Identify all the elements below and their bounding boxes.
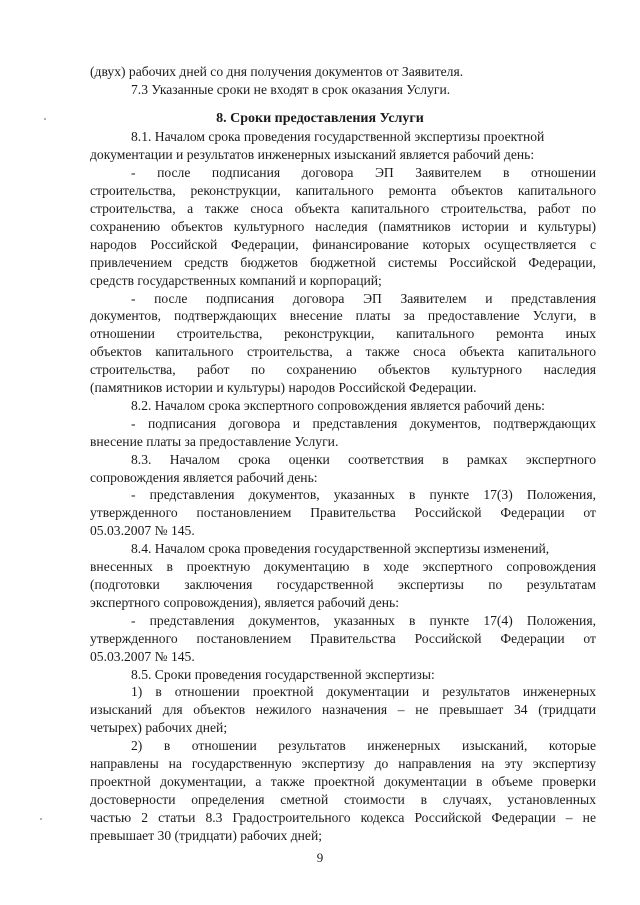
text-line: строительства, а также сноса объекта капитального строительства, работ по — [90, 201, 596, 216]
text-line: - после подписания договора ЭП Заявителем и представления — [131, 290, 596, 306]
text-line: - представления документов, указанных в пункте 17(4) Положения, — [131, 612, 596, 628]
text-line: (двух) рабочих дней со дня получения документов от Заявителя. — [90, 64, 464, 79]
text-line: 8.2. Началом срока экспертного сопровождения является рабочий день: — [131, 397, 545, 413]
text-line: частью 2 статьи 8.3 Градостроительного кодекса Российской Федерации – не — [90, 809, 596, 825]
text-line: отношении строительства, реконструкции, капитального ремонта иных — [90, 326, 596, 342]
text-line: 8.4. Началом срока проведения государственной экспертизы изменений, — [131, 541, 550, 557]
text-line: изысканий для объектов нежилого назначения – не превышает 34 (тридцати — [90, 702, 596, 718]
text-line: внесение платы за предоставление Услуги. — [90, 433, 339, 449]
text-line: проектной документации, а также проектной документации в объеме проверки — [90, 773, 596, 789]
scan-speck — [40, 818, 42, 820]
text-line: превышает 30 (тридцати) рабочих дней; — [90, 827, 323, 843]
text-line: 2) в отношении результатов инженерных изысканий, которые — [131, 738, 596, 754]
text-line: утвержденного постановлением Правительства Российской Федерации от — [90, 630, 596, 646]
text-line: четырех) рабочих дней; — [90, 720, 228, 736]
text-line: документации и результатов инженерных изысканий является рабочий день: — [90, 147, 535, 163]
text-line: - представления документов, указанных в пункте 17(3) Положения, — [131, 487, 596, 503]
text-line: народов Российской Федерации, финансирование которых осуществляется с — [90, 236, 596, 252]
text-line: экспертного сопровождения), является рабочий день: — [90, 594, 399, 610]
text-line: 8.5. Сроки проведения государственной экспертизы: — [131, 666, 435, 682]
text-line: достоверности определения сметной стоимости в случаях, установленных — [90, 791, 596, 807]
text-line: - подписания договора и представления документов, подтверждающих — [131, 415, 596, 431]
text-line: средств государственных компаний и корпораций; — [90, 272, 382, 288]
text-line: 8.1. Началом срока проведения государственной экспертизы проектной — [131, 129, 545, 145]
text-line: 1) в отношении проектной документации и результатов инженерных — [131, 684, 596, 700]
text-line: строительства, работ по сохранению объектов культурного наследия — [90, 362, 596, 378]
text-line: сохранению объектов культурного наследия (памятников истории и культуры) — [90, 218, 596, 234]
section-heading: 8. Сроки предоставления Услуги — [216, 111, 424, 127]
text-line: (подготовки заключения государственной экспертизы по результатам — [90, 577, 596, 592]
page-number: 9 — [316, 850, 324, 865]
text-line: внесенных в проектную документацию в ходе экспертного сопровождения — [90, 559, 596, 575]
text-line: документов, подтверждающих внесение платы за предоставление Услуги, в — [90, 308, 596, 324]
text-line: объектов капитального строительства, а также сноса объекта капитального — [90, 344, 596, 360]
text-line: привлечением средств бюджетов бюджетной системы Российской Федерации, — [90, 254, 596, 270]
text-line: 8.3. Началом срока оценки соответствия в рамках экспертного — [131, 451, 596, 467]
text-line: 7.3 Указанные сроки не входят в срок оказания Услуги. — [131, 81, 451, 97]
text-line: 05.03.2007 № 145. — [90, 523, 195, 539]
text-line: сопровождения является рабочий день: — [90, 469, 318, 485]
text-line: строительства, реконструкции, капитального ремонта объектов капитального — [90, 183, 596, 199]
text-line: направлены на государственную экспертизу до направления на эту экспертизу — [90, 756, 596, 771]
text-line: утвержденного постановлением Правительства Российской Федерации от — [90, 505, 596, 521]
text-line: 05.03.2007 № 145. — [90, 648, 195, 664]
text-line: - после подписания договора ЭП Заявителем в отношении — [131, 165, 596, 181]
text-line: (памятников истории и культуры) народов Российской Федерации. — [90, 380, 477, 395]
